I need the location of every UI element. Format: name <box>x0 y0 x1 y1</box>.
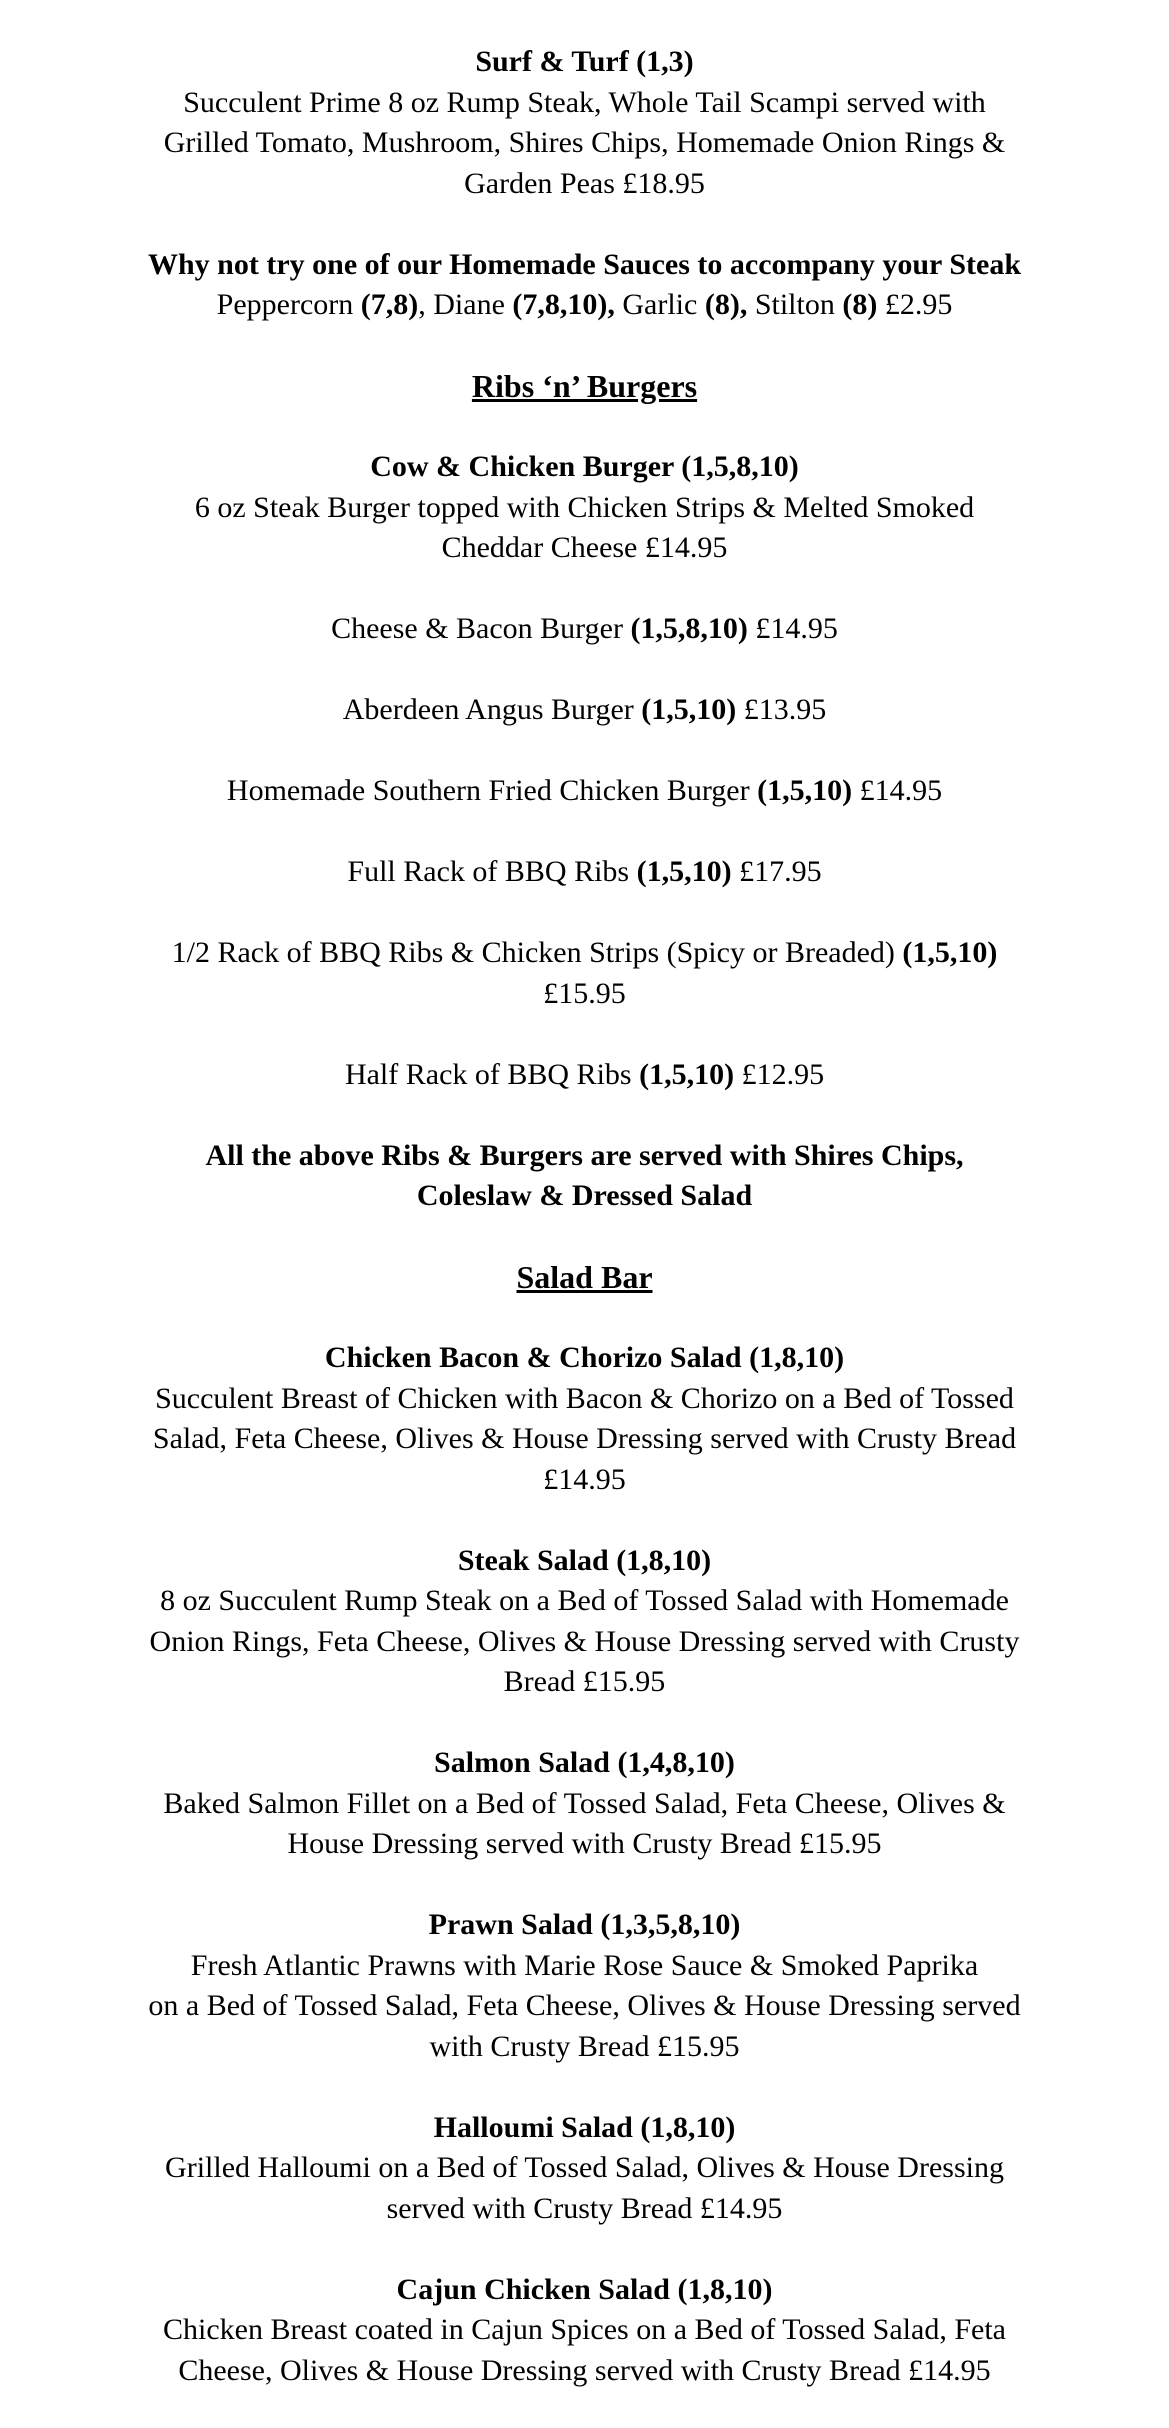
item-description-line <box>0 2027 1169 2068</box>
item-description-line <box>0 1581 1169 1622</box>
text: 6 oz Steak Burger topped with Chicken Strips & Melted Smoked <box>194 490 975 524</box>
item-description-line <box>0 1176 1169 1217</box>
text: Full Rack of BBQ Ribs <box>347 855 637 888</box>
text: Cheese, Olives & House Dressing served with Crusty Bread £14.95 <box>178 2353 991 2387</box>
text: £2.95 <box>877 288 953 321</box>
text: Aberdeen Angus Burger <box>342 693 642 726</box>
text: Garlic <box>614 288 705 321</box>
text: Peppercorn <box>216 288 361 321</box>
text: Succulent Breast of Chicken with Bacon & Chorizo on a Bed of Tossed <box>155 1381 1014 1415</box>
text: £14.95 <box>747 612 838 645</box>
text: £15.95 <box>543 976 626 1010</box>
bold-text: Why not try one of our Homemade Sauces to accompany your Steak <box>147 247 1022 281</box>
section-heading <box>0 1257 1169 1298</box>
item-description-line <box>0 123 1169 164</box>
text: on a Bed of Tossed Salad, Feta Cheese, Olives & House Dressing served <box>148 1989 1021 2022</box>
bold-text: (8) <box>842 288 878 321</box>
item-title-line <box>0 933 1169 974</box>
menu-item-southern-fried-chicken-burger <box>0 771 1169 812</box>
item-description-line <box>0 974 1169 1015</box>
menu-item-full-rack-bbq-ribs <box>0 852 1169 893</box>
text: with Crusty Bread £15.95 <box>429 2029 740 2063</box>
item-description-line <box>0 488 1169 529</box>
item-title-line <box>0 2108 1169 2149</box>
bold-text: (1,5,8,10) <box>630 612 748 645</box>
bold-text: (7,8,10), <box>512 288 615 321</box>
menu-item-surf-and-turf <box>0 42 1169 204</box>
bold-text: (1,5,10) <box>757 774 853 807</box>
text: Bread £15.95 <box>503 1665 666 1698</box>
bold-text: Cow & Chicken Burger (1,5,8,10) <box>370 450 799 483</box>
bold-text: Cajun Chicken Salad (1,8,10) <box>396 2272 773 2306</box>
menu-item-prawn-salad <box>0 1905 1169 2067</box>
item-description-line <box>0 2351 1169 2392</box>
text: Homemade Southern Fried Chicken Burger <box>226 774 758 807</box>
text: 1/2 Rack of BBQ Ribs & Chicken Strips (Spicy or Breaded) <box>171 936 903 969</box>
menu-item-sauces <box>0 245 1169 326</box>
text: , Diane <box>418 288 513 321</box>
text: Grilled Tomato, Mushroom, Shires Chips, Homemade Onion Rings & <box>163 126 1006 159</box>
text: Baked Salmon Fillet on a Bed of Tossed Salad, Feta Cheese, Olives & <box>163 1786 1006 1820</box>
item-description-line <box>0 2189 1169 2230</box>
item-description-line <box>0 1379 1169 1420</box>
bold-text: Coleslaw & Dressed Salad <box>416 1179 753 1212</box>
item-title-line <box>0 1541 1169 1582</box>
item-title-line <box>0 447 1169 488</box>
text: Grilled Halloumi on a Bed of Tossed Salad, Olives & House Dressing <box>165 2151 1004 2184</box>
item-description-line <box>0 1986 1169 2027</box>
item-description-line <box>0 164 1169 205</box>
item-title-line <box>0 1905 1169 1946</box>
bold-text: Salad Bar <box>516 1259 653 1295</box>
item-title-line <box>0 2270 1169 2311</box>
item-description-line <box>0 1622 1169 1663</box>
item-title-line <box>0 245 1169 286</box>
bold-text: (1,5,10) <box>636 855 732 888</box>
bold-text: Surf & Turf (1,3) <box>475 45 694 78</box>
item-description-line <box>0 528 1169 569</box>
text: Fresh Atlantic Prawns with Marie Rose Sauce & Smoked Paprika <box>190 1948 979 1982</box>
bold-text: Halloumi Salad (1,8,10) <box>433 2110 736 2144</box>
item-title-line <box>0 1743 1169 1784</box>
item-title-line <box>0 771 1169 812</box>
menu-item-halloumi-salad <box>0 2108 1169 2230</box>
menu-item-steak-salad <box>0 1541 1169 1703</box>
menu-item-chicken-bacon-chorizo-salad <box>0 1338 1169 1500</box>
menu-item-half-rack-bbq-ribs <box>0 1055 1169 1096</box>
menu-item-cajun-chicken-salad <box>0 2270 1169 2392</box>
bold-text: All the above Ribs & Burgers are served with Shires Chips, <box>205 1138 964 1172</box>
item-description-line <box>0 285 1169 326</box>
text: £14.95 <box>543 1462 626 1496</box>
text: Cheddar Cheese £14.95 <box>441 531 728 564</box>
text: £12.95 <box>734 1057 825 1091</box>
bold-text: (1,5,10) <box>902 936 998 969</box>
item-description-line <box>0 1662 1169 1703</box>
item-title-line <box>0 609 1169 650</box>
ribs-n-burgers-heading <box>0 366 1169 407</box>
bold-text: (1,5,10) <box>641 693 737 726</box>
menu-item-cow-and-chicken-burger <box>0 447 1169 569</box>
text: Half Rack of BBQ Ribs <box>344 1057 640 1091</box>
text: Chicken Breast coated in Cajun Spices on a Bed of Tossed Salad, Feta <box>162 2313 1006 2346</box>
salad-bar-heading <box>0 1257 1169 1298</box>
menu-item-half-rack-ribs-chicken-strips <box>0 933 1169 1014</box>
item-description-line <box>0 1460 1169 1501</box>
item-description-line <box>0 83 1169 124</box>
menu-item-salmon-salad <box>0 1743 1169 1865</box>
item-title-line <box>0 690 1169 731</box>
text: Garden Peas £18.95 <box>464 166 705 200</box>
item-description-line <box>0 1419 1169 1460</box>
item-title-line <box>0 1055 1169 1096</box>
menu-item-cheese-bacon-burger <box>0 609 1169 650</box>
bold-text: Prawn Salad (1,3,5,8,10) <box>428 1908 741 1941</box>
section-heading <box>0 366 1169 407</box>
text: Salad, Feta Cheese, Olives & House Dressing served with Crusty Bread <box>152 1422 1017 1455</box>
item-title-line <box>0 1136 1169 1177</box>
text: 8 oz Succulent Rump Steak on a Bed of Tossed Salad with Homemade <box>160 1584 1009 1617</box>
bold-text: Steak Salad (1,8,10) <box>457 1543 712 1577</box>
menu-item-aberdeen-angus-burger <box>0 690 1169 731</box>
text: House Dressing served with Crusty Bread £15.95 <box>287 1827 882 1860</box>
item-description-line <box>0 2148 1169 2189</box>
item-title-line <box>0 1338 1169 1379</box>
bold-text: (1,5,10) <box>639 1057 735 1091</box>
item-description-line <box>0 1946 1169 1987</box>
text: £14.95 <box>852 774 943 807</box>
bold-text: Salmon Salad (1,4,8,10) <box>434 1746 735 1779</box>
menu-item-ribs-burgers-note <box>0 1136 1169 1217</box>
text: Cheese & Bacon Burger <box>331 612 631 645</box>
bold-text: (8), <box>704 288 748 321</box>
text: £13.95 <box>736 693 827 726</box>
text: served with Crusty Bread £14.95 <box>386 2191 783 2225</box>
bold-text: Chicken Bacon & Chorizo Salad (1,8,10) <box>324 1341 845 1374</box>
item-title-line <box>0 42 1169 83</box>
item-description-line <box>0 1784 1169 1825</box>
bold-text: (7,8) <box>360 288 419 321</box>
text: Succulent Prime 8 oz Rump Steak, Whole Tail Scampi served with <box>183 85 986 119</box>
text: Stilton <box>747 288 843 321</box>
item-description-line <box>0 2310 1169 2351</box>
item-description-line <box>0 1824 1169 1865</box>
text: Onion Rings, Feta Cheese, Olives & House Dressing served with Crusty <box>149 1624 1020 1658</box>
text: £17.95 <box>731 855 822 888</box>
item-title-line <box>0 852 1169 893</box>
bold-text: Ribs ‘n’ Burgers <box>471 368 698 404</box>
